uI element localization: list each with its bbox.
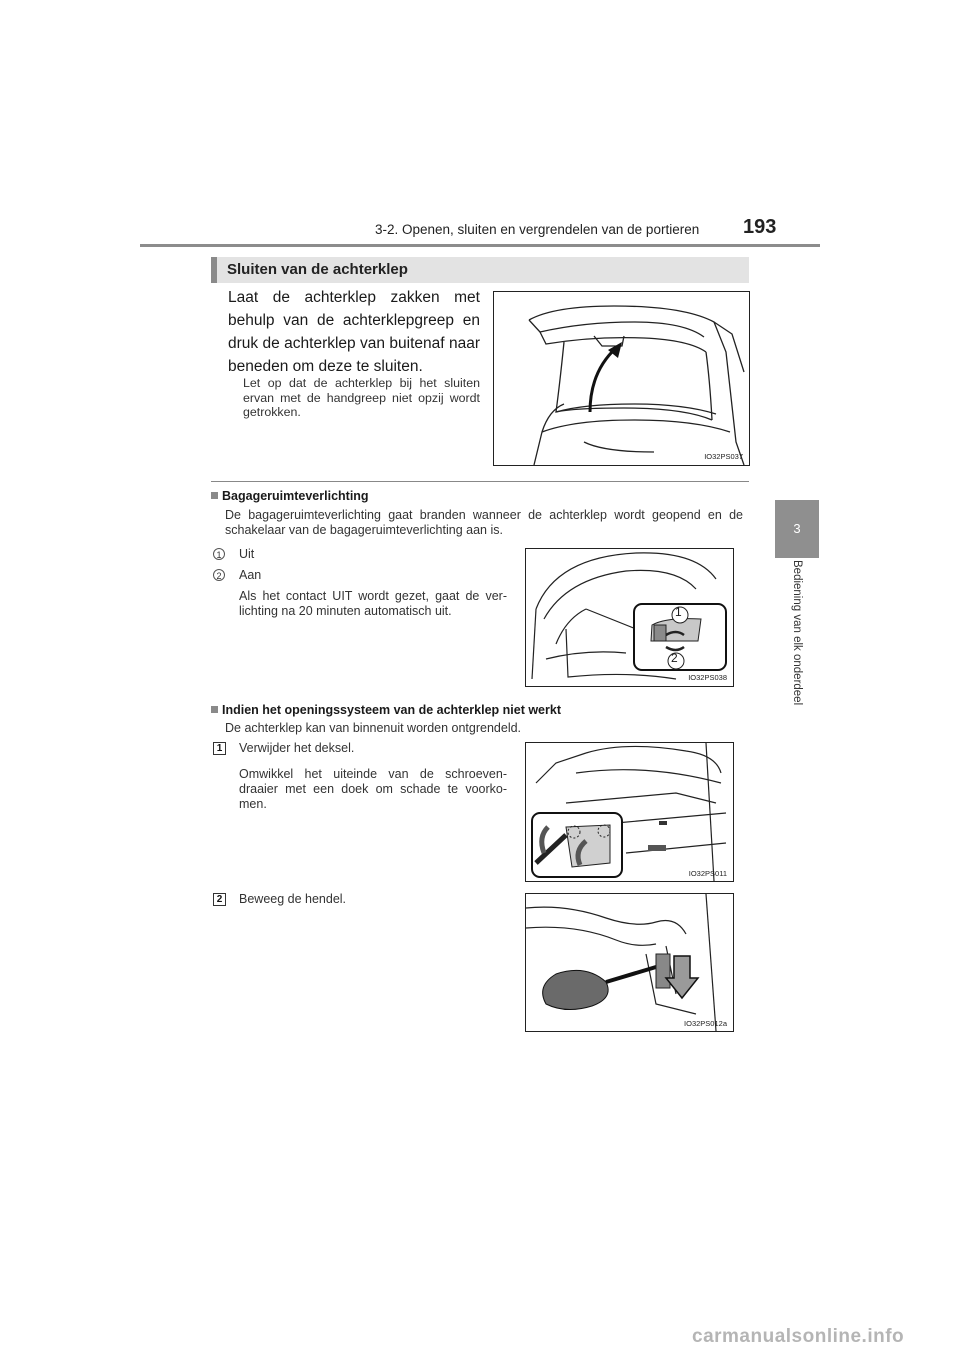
tailgate-illustration [494, 292, 749, 465]
chapter-title-vertical [774, 560, 820, 750]
figure-code: IO32PS038 [688, 673, 727, 682]
step1-note: Omwikkel het uiteinde van de schroeven- draaier met een doek om schade te voorko- men. [239, 767, 507, 811]
subheading-fallback [211, 703, 561, 717]
figure-light-switch [525, 548, 734, 687]
figure-code: IO32PS037 [704, 452, 743, 461]
fallback-text: De achterklep kan van binnenuit worden ontgrendeld. [225, 721, 522, 735]
tailgate-note: Let op dat de achterklep bij het sluiten ervan met de handgreep niet opzij wordt getrokken. [243, 376, 480, 419]
callout-1: 1 [675, 605, 682, 619]
page-number: 193 [743, 216, 777, 238]
luggage-light-note: Als het contact UIT wordt gezet, gaat de ver- lichting na 20 minuten automatisch uit. [239, 589, 507, 618]
luggage-light-text: De bagageruimteverlichting gaat branden wanneer de achterklep wordt geopend en de schakelaar van de bagageruimteverlichting aan is. [225, 508, 743, 537]
step-number-1: 1 [213, 742, 226, 755]
callout-2: 2 [671, 651, 678, 665]
section-heading-bar [211, 257, 749, 283]
item-number-2: 2 [213, 569, 225, 581]
light-switch-illustration [526, 549, 733, 686]
chapter-tab: 3 [775, 500, 819, 558]
section-heading: Sluiten van de achterklep [227, 261, 408, 278]
main-instruction: Laat de achterklep zakken met behulp van de achterklepgreep en druk de achterklep van buitenaf naar beneden om deze te sluiten. [228, 289, 480, 375]
step2-label: Beweeg de hendel. [239, 892, 347, 906]
section-separator [211, 481, 749, 482]
move-lever-illustration [526, 894, 733, 1031]
figure-open-tailgate [493, 291, 750, 466]
subheading-fallback-text: Indien het openingssysteem van de achterklep niet werkt [222, 703, 561, 717]
subheading-luggage-light [211, 489, 369, 503]
chapter-title-text: Bediening van elk onderdeel [791, 560, 803, 706]
remove-cover-illustration [526, 743, 733, 881]
watermark: carmanualsonline.info [692, 1326, 905, 1347]
item-label-off: Uit [239, 547, 255, 561]
figure-remove-cover [525, 742, 734, 882]
step-number-2: 2 [213, 893, 226, 906]
header-rule [140, 244, 820, 247]
bullet-square [211, 706, 218, 713]
figure-move-lever [525, 893, 734, 1032]
subheading-luggage-light-text: Bagageruimteverlichting [222, 489, 369, 503]
running-header: 3-2. Openen, sluiten en vergrendelen van de portieren [375, 222, 700, 237]
item-label-on: Aan [239, 568, 262, 582]
item-number-1: 1 [213, 548, 225, 560]
figure-code: IO32PS011 [688, 869, 727, 878]
figure-code: IO32PS012a [684, 1019, 727, 1028]
bullet-square [211, 492, 218, 499]
step1-label: Verwijder het deksel. [239, 741, 355, 755]
